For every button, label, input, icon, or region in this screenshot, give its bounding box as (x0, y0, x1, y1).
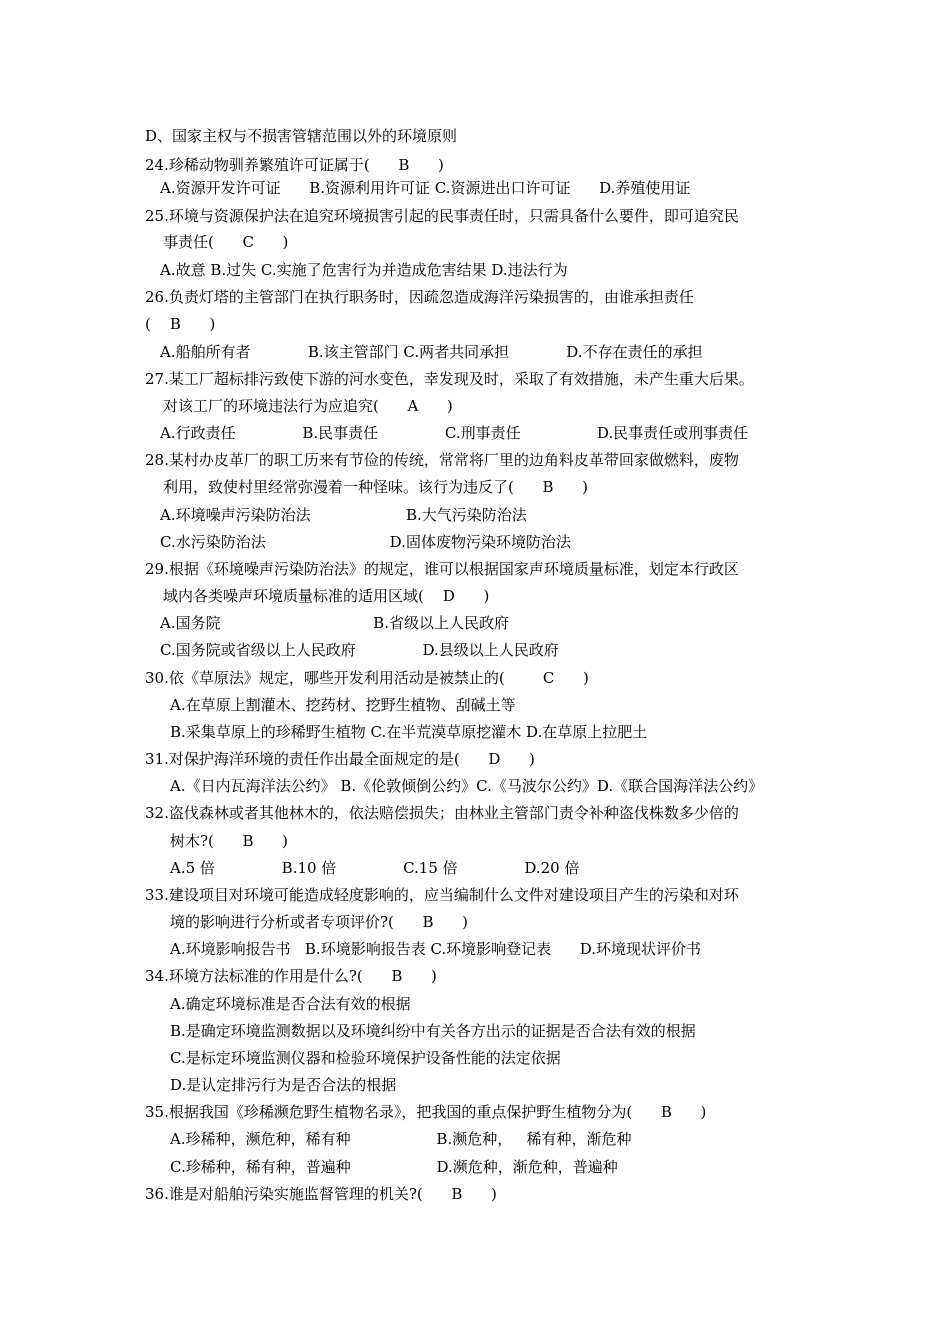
question-28: 28.某村办皮革厂的职工历来有节俭的传统，常常将厂里的边角料皮革带回家做燃料，废物 (145, 451, 739, 469)
text-line: D、国家主权与不损害管辖范围以外的环境原则 (145, 127, 458, 145)
options-34-d: D.是认定排污行为是否合法的根据 (170, 1076, 397, 1094)
question-32: 32.盗伐森林或者其他林木的，依法赔偿损失；由林业主管部门责令补种盗伐株数多少倍的 (145, 804, 739, 822)
options-24: A.资源开发许可证 B.资源利用许可证 C.资源进出口许可证 D.养殖使用证 (160, 179, 691, 197)
question-33: 33.建设项目对环境可能造成轻度影响的，应当编制什么文件对建设项目产生的污染和对环 (145, 886, 739, 904)
question-33-cont: 境的影响进行分析或者专项评价?( B ) (170, 913, 468, 931)
options-25: A.故意 B.过失 C.实施了危害行为并造成危害结果 D.违法行为 (160, 261, 568, 279)
question-29: 29.根据《环境噪声污染防治法》的规定，谁可以根据国家声环境质量标准，划定本行政区 (145, 560, 739, 578)
options-28-ab: A.环境噪声污染防治法 B.大气污染防治法 (160, 506, 527, 524)
question-25: 25.环境与资源保护法在追究环境损害引起的民事责任时，只需具备什么要件，即可追究民 (145, 207, 739, 225)
question-26: 26.负责灯塔的主管部门在执行职务时，因疏忽造成海洋污染损害的，由谁承担责任 (145, 288, 694, 306)
options-34-a: A.确定环境标准是否合法有效的根据 (170, 995, 411, 1013)
options-26: A.船舶所有者 B.该主管部门 C.两者共同承担 D.不存在责任的承担 (160, 343, 703, 361)
question-31: 31.对保护海洋环境的责任作出最全面规定的是( D ) (145, 750, 535, 768)
question-25-cont: 事责任( C ) (163, 233, 289, 251)
question-29-cont: 域内各类噪声环境质量标准的适用区域( D ) (163, 587, 490, 605)
options-30-a: A.在草原上割灌木、挖药材、挖野生植物、刮碱土等 (170, 696, 516, 714)
options-35-ab: A.珍稀种，濒危种，稀有种 B.濒危种， 稀有种，渐危种 (170, 1130, 632, 1148)
options-29-cd: C.国务院或省级以上人民政府 D.县级以上人民政府 (160, 641, 559, 659)
question-24: 24.珍稀动物驯养繁殖许可证属于( B ) (145, 156, 444, 174)
options-33: A.环境影响报告书 B.环境影响报告表 C.环境影响登记表 D.环境现状评价书 (170, 940, 702, 958)
question-27: 27.某工厂超标排污致使下游的河水变色，幸发现及时，采取了有效措施，未产生重大后果。 (145, 370, 754, 388)
options-32: A.5 倍 B.10 倍 C.15 倍 D.20 倍 (170, 859, 580, 877)
options-27: A.行政责任 B.民事责任 C.刑事责任 D.民事责任或刑事责任 (160, 424, 749, 442)
options-30-bcd: B.采集草原上的珍稀野生植物 C.在半荒漠草原挖灌木 D.在草原上拉肥土 (170, 723, 648, 741)
question-26-cont: ( B ) (145, 315, 216, 333)
options-29-ab: A.国务院 B.省级以上人民政府 (160, 614, 509, 632)
question-28-cont: 利用，致使村里经常弥漫着一种怪味。该行为违反了( B ) (163, 478, 588, 496)
question-27-cont: 对该工厂的环境违法行为应追究( A ) (163, 397, 453, 415)
options-28-cd: C.水污染防治法 D.固体废物污染环境防治法 (160, 533, 571, 551)
question-36: 36.谁是对船舶污染实施监督管理的机关?( B ) (145, 1185, 497, 1203)
options-35-cd: C.珍稀种，稀有种，普遍种 D.濒危种，渐危种，普遍种 (170, 1158, 618, 1176)
question-34: 34.环境方法标准的作用是什么?( B ) (145, 967, 437, 985)
question-35: 35.根据我国《珍稀濒危野生植物名录》，把我国的重点保护野生植物分为( B ) (145, 1103, 707, 1121)
question-32-cont: 树木?( B ) (170, 832, 288, 850)
options-34-b: B.是确定环境监测数据以及环境纠纷中有关各方出示的证据是否合法有效的根据 (170, 1022, 696, 1040)
options-34-c: C.是标定环境监测仪器和检验环境保护设备性能的法定依据 (170, 1049, 561, 1067)
question-30: 30.依《草原法》规定，哪些开发利用活动是被禁止的( C ) (145, 669, 589, 687)
options-31: A.《日内瓦海洋法公约》 B.《伦敦倾倒公约》C.《马波尔公约》D.《联合国海洋法公约》 (170, 777, 764, 795)
